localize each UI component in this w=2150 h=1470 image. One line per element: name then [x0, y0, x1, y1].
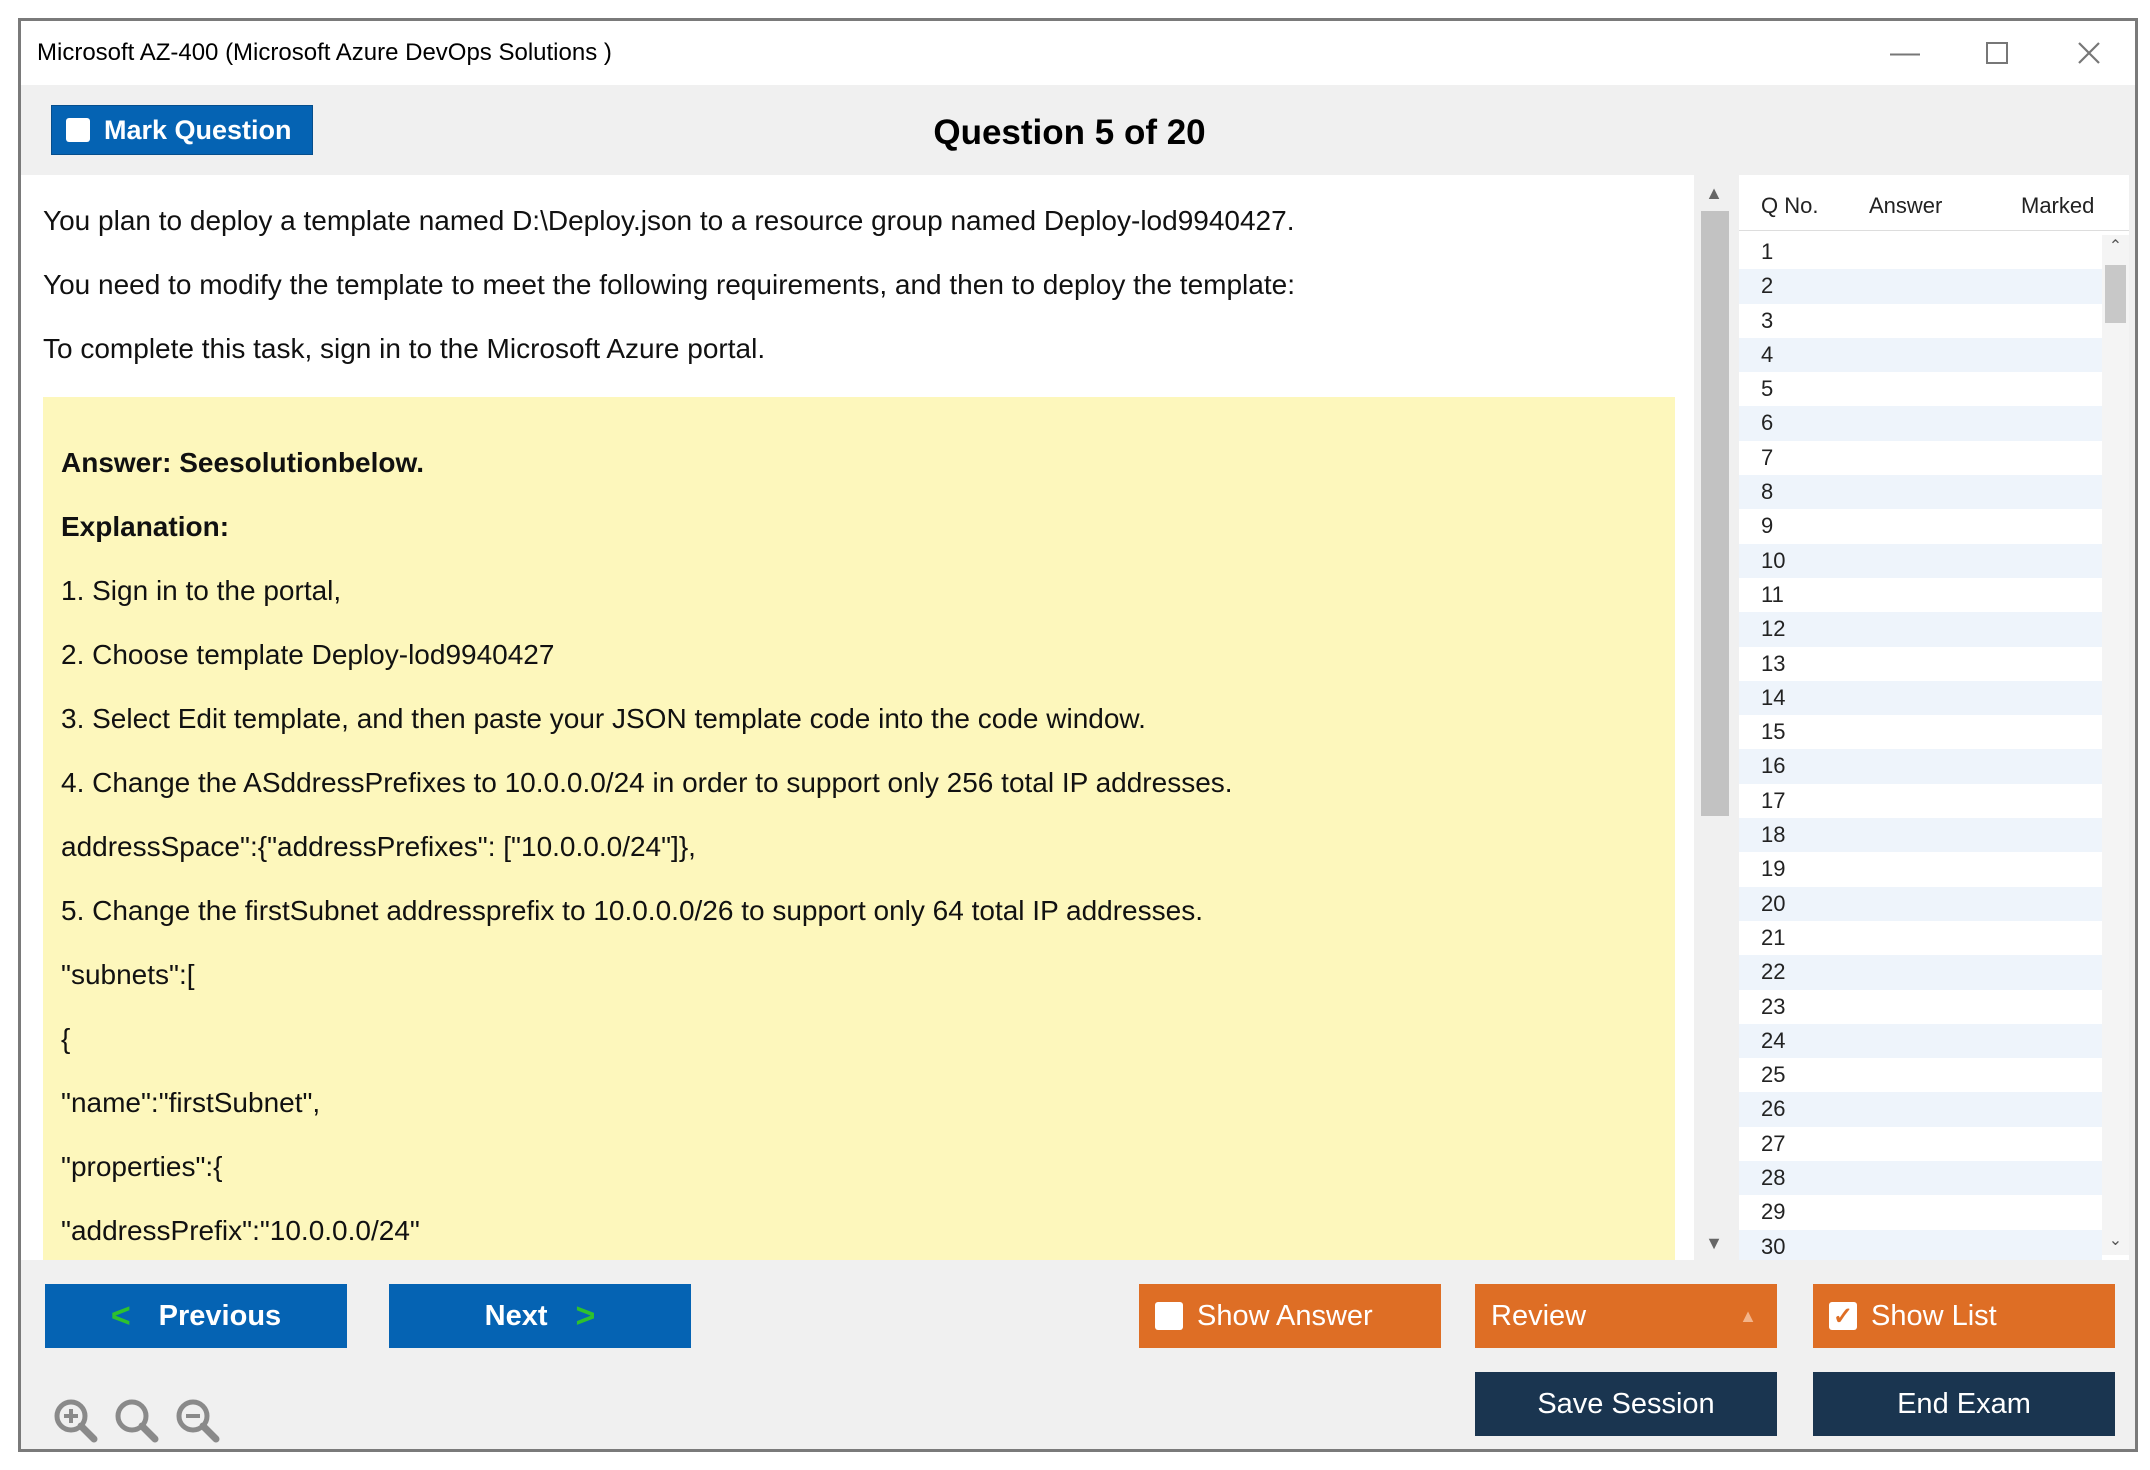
question-list-row[interactable] [1739, 372, 2102, 406]
chevron-up-icon: ▲ [1739, 1305, 1757, 1326]
question-number: 18 [1761, 822, 1786, 848]
checkbox-icon [1155, 1302, 1183, 1330]
question-list-row[interactable] [1739, 1195, 2102, 1229]
show-answer-button[interactable] [1139, 1284, 1441, 1348]
zoom-out-icon[interactable] [173, 1396, 221, 1444]
show-list-label: Show List [1871, 1299, 1997, 1332]
review-dropdown[interactable] [1475, 1284, 1777, 1348]
title-bar [21, 21, 2135, 85]
zoom-in-icon[interactable] [51, 1396, 99, 1444]
question-content [21, 175, 1694, 1260]
question-list-row[interactable] [1739, 304, 2102, 338]
question-list-row[interactable] [1739, 1058, 2102, 1092]
explanation-line: 4. Change the ASddressPrefixes to 10.0.0.0/24 in order to support only 256 total IP addresses. [61, 767, 1233, 798]
end-exam-button[interactable] [1813, 1372, 2115, 1436]
question-number: 14 [1761, 684, 1786, 710]
question-number: 12 [1761, 616, 1786, 642]
chevron-left-icon: < [110, 1296, 131, 1335]
checked-checkbox-icon: ✓ [1829, 1302, 1857, 1330]
question-text: To complete this task, sign in to the Microsoft Azure portal. [43, 333, 766, 364]
question-list-row[interactable] [1739, 1127, 2102, 1161]
question-number: 29 [1761, 1199, 1786, 1225]
question-number: 23 [1761, 993, 1786, 1019]
content-scrollbar[interactable] [1697, 175, 1731, 1260]
window-title: Microsoft AZ-400 (Microsoft Azure DevOps Solutions ) [37, 39, 612, 66]
question-list-row[interactable] [1739, 784, 2102, 818]
column-header-marked: Marked [2021, 193, 2095, 218]
explanation-heading: Explanation: [61, 511, 230, 542]
explanation-line: "properties":{ [61, 1151, 223, 1182]
scrollbar-thumb[interactable] [2105, 265, 2126, 323]
question-number: 6 [1761, 410, 1774, 436]
question-number: 25 [1761, 1062, 1786, 1088]
question-number: 2 [1761, 273, 1774, 299]
question-list-row[interactable] [1739, 647, 2102, 681]
question-number: 8 [1761, 479, 1774, 505]
question-number: 5 [1761, 376, 1774, 402]
question-number: 7 [1761, 444, 1774, 470]
end-exam-label: End Exam [1897, 1387, 2031, 1420]
question-list-header [1739, 175, 2129, 231]
question-number: 17 [1761, 787, 1786, 813]
question-list-row[interactable] [1739, 441, 2102, 475]
explanation-line: { [61, 1023, 71, 1054]
answer-panel [43, 397, 1675, 1260]
question-number: 27 [1761, 1130, 1786, 1156]
footer-toolbar [21, 1260, 2135, 1452]
explanation-line: "addressPrefix":"10.0.0.0/24" [61, 1215, 420, 1246]
scroll-up-icon[interactable]: ▲ [1705, 183, 1723, 203]
previous-button[interactable] [45, 1284, 347, 1348]
question-list-row[interactable] [1739, 235, 2102, 269]
question-list-row[interactable] [1739, 406, 2102, 440]
question-number: 10 [1761, 547, 1786, 573]
question-number: 21 [1761, 924, 1786, 950]
question-list-row[interactable] [1739, 887, 2102, 921]
scroll-down-icon[interactable]: ▼ [1705, 1233, 1723, 1253]
question-list-row[interactable] [1739, 578, 2102, 612]
mark-question-label: Mark Question [104, 114, 292, 145]
question-list-row[interactable] [1739, 1024, 2102, 1058]
app-window [18, 18, 2138, 1452]
question-number: 26 [1761, 1096, 1786, 1122]
question-text: You need to modify the template to meet the following requirements, and then to deploy the template: [43, 269, 1295, 300]
show-list-button[interactable] [1813, 1284, 2115, 1348]
minimize-icon[interactable]: — [1890, 36, 1920, 69]
question-text: You plan to deploy a template named D:\Deploy.json to a resource group named Deploy-lod9940427. [43, 205, 1295, 236]
next-button[interactable] [389, 1284, 691, 1348]
question-list-row[interactable] [1739, 681, 2102, 715]
question-list-row[interactable] [1739, 475, 2102, 509]
question-list-row[interactable] [1739, 612, 2102, 646]
question-list-row[interactable] [1739, 921, 2102, 955]
review-label: Review [1491, 1299, 1587, 1332]
question-number: 1 [1761, 239, 1774, 264]
question-list-row[interactable] [1739, 749, 2102, 783]
question-list-row[interactable] [1739, 269, 2102, 303]
explanation-line: 3. Select Edit template, and then paste your JSON template code into the code window. [61, 703, 1146, 734]
question-list-row[interactable] [1739, 1161, 2102, 1195]
question-number: 9 [1761, 513, 1774, 539]
previous-label: Previous [158, 1299, 282, 1332]
maximize-icon[interactable] [1951, 21, 2043, 85]
window-controls [1859, 21, 2135, 85]
zoom-icon[interactable] [112, 1396, 160, 1444]
close-icon[interactable] [2043, 21, 2135, 85]
explanation-line: 2. Choose template Deploy-lod9940427 [61, 639, 555, 670]
question-number: 24 [1761, 1027, 1786, 1053]
question-number: 22 [1761, 959, 1786, 985]
question-number: 4 [1761, 341, 1774, 367]
explanation-line: addressSpace":{"addressPrefixes": ["10.0.0.0/24"]}, [61, 831, 696, 862]
scroll-down-icon[interactable]: ⌄ [2108, 1232, 2123, 1249]
explanation-line: 1. Sign in to the portal, [61, 575, 342, 606]
question-list-row[interactable] [1739, 544, 2102, 578]
column-header-answer: Answer [1869, 193, 1943, 218]
question-list-row[interactable] [1739, 818, 2102, 852]
question-list-row[interactable] [1739, 852, 2102, 886]
question-number: 20 [1761, 890, 1786, 916]
answer-heading: Answer: Seesolutionbelow. [61, 447, 425, 478]
save-session-label: Save Session [1537, 1387, 1715, 1420]
scroll-up-icon[interactable]: ⌃ [2108, 238, 2123, 255]
question-number: 11 [1761, 581, 1784, 607]
chevron-right-icon: > [575, 1296, 596, 1335]
question-number: 28 [1761, 1165, 1786, 1191]
question-list-row[interactable] [1739, 955, 2102, 989]
show-answer-label: Show Answer [1197, 1299, 1373, 1332]
question-list-row[interactable] [1739, 1092, 2102, 1126]
explanation-line: 5. Change the firstSubnet addressprefix to 10.0.0.0/26 to support only 64 total IP addresses. [61, 895, 1203, 926]
question-number: 15 [1761, 719, 1786, 745]
question-list-row[interactable] [1739, 990, 2102, 1024]
question-number: 13 [1761, 650, 1786, 676]
question-list-row[interactable] [1739, 338, 2102, 372]
explanation-line: "subnets":[ [61, 959, 195, 990]
question-list-row[interactable] [1739, 509, 2102, 543]
question-header [21, 85, 2135, 175]
save-session-button[interactable] [1475, 1372, 1777, 1436]
question-list-rows [1739, 235, 2102, 1260]
explanation-line: "name":"firstSubnet", [61, 1087, 321, 1118]
question-number: 16 [1761, 753, 1786, 779]
scrollbar-thumb[interactable] [1701, 211, 1729, 816]
question-number: 30 [1761, 1233, 1786, 1259]
question-list-row[interactable] [1739, 715, 2102, 749]
question-number: 3 [1761, 307, 1774, 333]
question-list [1739, 175, 2129, 1260]
question-list-row[interactable] [1739, 1230, 2102, 1260]
column-header-qno: Q No. [1761, 193, 1819, 218]
question-number: 19 [1761, 856, 1786, 882]
question-title: Question 5 of 20 [933, 113, 1206, 152]
question-list-scrollbar[interactable] [2102, 235, 2129, 1255]
next-label: Next [484, 1299, 548, 1332]
